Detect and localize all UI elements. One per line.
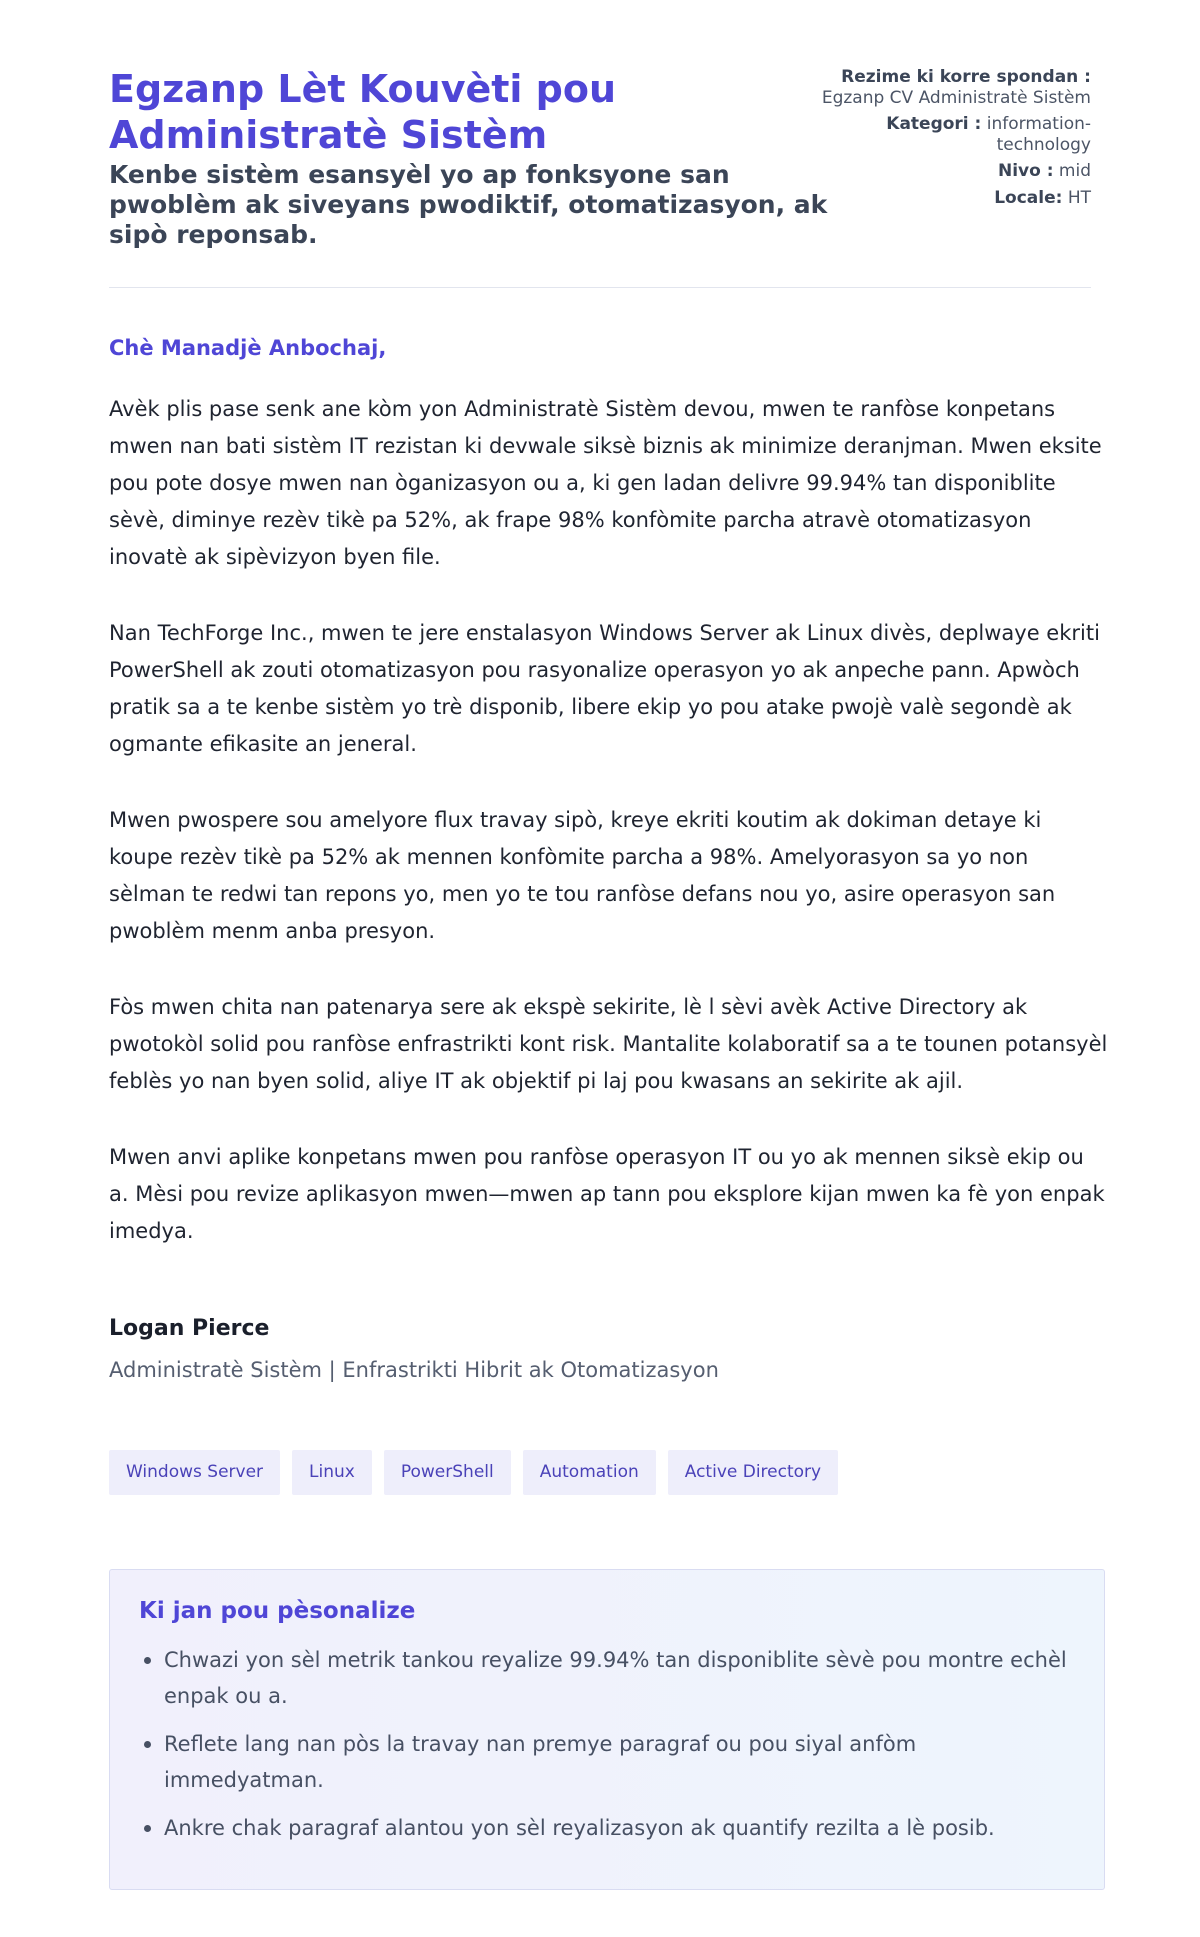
page-title: Egzanp Lèt Kouvèti pou Administratè Sistèm xyxy=(109,67,617,157)
signature-name: Logan Pierce xyxy=(109,1316,270,1341)
paragraph: Fòs mwen chita nan patenarya sere ak ekspè sekirite, lè l sèvi avèk Active Directory ak pwotokòl solid pou ranfòse enfrastrikti kont risk. Mantalite kolaboratif sa a te tounen potansyèl feblès yo nan byen solid, aliye IT ak objektif pi laj pou kwasans an sekirite ak ajil. xyxy=(109,995,1108,1093)
tips-list xyxy=(139,1642,1075,1846)
meta-locale-label: Locale: xyxy=(994,187,1063,208)
skill-tag: Active Directory xyxy=(668,1450,838,1495)
paragraph: Mwen pwospere sou amelyore flux travay sipò, kreye ekriti koutim ak dokiman detaye ki koupe rezèv tikè pa 52% ak mennen konfòmite parcha a 98%. Amelyorasyon sa yo non sèlman te redwi tan repons yo, men yo te tou ranfòse defans nou yo, asire operasyon san pwoblèm menm anba presyon. xyxy=(109,808,1056,943)
letter-body xyxy=(109,391,1109,1289)
customization-tips-panel xyxy=(109,1569,1105,1890)
tip-item: Reflete lang nan pòs la travay nan premye paragraf ou pou siyal anfòm immedyatman. xyxy=(139,1726,1075,1798)
tip-item: Chwazi yon sèl metrik tankou reyalize 99.94% tan disponiblite sèvè pou montre echèl enpak ou a. xyxy=(139,1642,1075,1714)
meta-locale-value: HT xyxy=(1067,187,1091,208)
meta-level-value: mid xyxy=(1058,161,1091,181)
skill-tag: PowerShell xyxy=(384,1450,511,1495)
page-subtitle: Kenbe sistèm esansyèl yo ap fonksyone san pwoblèm ak siveyans pwodiktif, otomatizasyon, ak sipò reponsab. xyxy=(109,160,828,249)
meta-category-label: Kategori : xyxy=(886,114,982,134)
meta-level-label: Nivo : xyxy=(997,161,1054,181)
meta-summary-row xyxy=(821,67,1091,108)
meta-summary-value: Egzanp CV Administratè Sistèm xyxy=(821,87,1091,108)
meta-summary-label: Rezime ki korre spondan : xyxy=(841,67,1091,87)
tip-item: Ankre chak paragraf alantou yon sèl reyalizasyon ak quantify rezilta a lè posib. xyxy=(139,1810,1075,1846)
paragraph: Avèk plis pase senk ane kòm yon Administratè Sistèm devou, mwen te ranfòse konpetans mwen nan bati sistèm IT rezistan ki devwale siksè biznis ak minimize deranjman. Mwen eksite pou pote dosye mwen nan òganizasyon ou a, ki gen ladan delivre 99.94% tan disponiblite sèvè, diminye rezèv tikè pa 52%, ak frape 98% konfòmite parcha atravè otomatizasyon inovatè ak sipèvizyon byen file. xyxy=(109,397,1102,569)
skill-tag: Automation xyxy=(523,1450,656,1495)
paragraph: Nan TechForge Inc., mwen te jere enstalasyon Windows Server ak Linux divès, deplwaye ekriti PowerShell ak zouti otomatizasyon pou rasyonalize operasyon yo ak anpeche pann. Apwòch pratik sa a te kenbe sistèm yo trè disponib, libere ekip yo pou atake pwojè valè segondè ak ogmante efikasite an jeneral. xyxy=(109,621,1100,756)
signature-title: Administratè Sistèm | Enfrastrikti Hibrit ak Otomatizasyon xyxy=(109,1358,719,1382)
meta-category-row xyxy=(821,114,1091,155)
skill-tag: Linux xyxy=(292,1450,372,1495)
meta-summary xyxy=(821,67,1091,208)
skill-tag: Windows Server xyxy=(109,1450,280,1495)
meta-category-value: information-technology xyxy=(986,114,1091,155)
tips-title: Ki jan pou pèsonalize xyxy=(139,1598,416,1624)
salutation: Chè Manadjè Anbochaj, xyxy=(109,336,387,360)
meta-locale-row xyxy=(821,188,1091,209)
skill-tags xyxy=(109,1450,838,1495)
letter-header xyxy=(109,0,1091,288)
paragraph: Mwen anvi aplike konpetans mwen pou ranfòse operasyon IT ou yo ak mennen siksè ekip ou a. Mèsi pou revize aplikasyon mwen—mwen ap tann pou eksplore kijan mwen ka fè yon enpak imedya. xyxy=(109,1145,1105,1243)
meta-level-row xyxy=(821,161,1091,182)
